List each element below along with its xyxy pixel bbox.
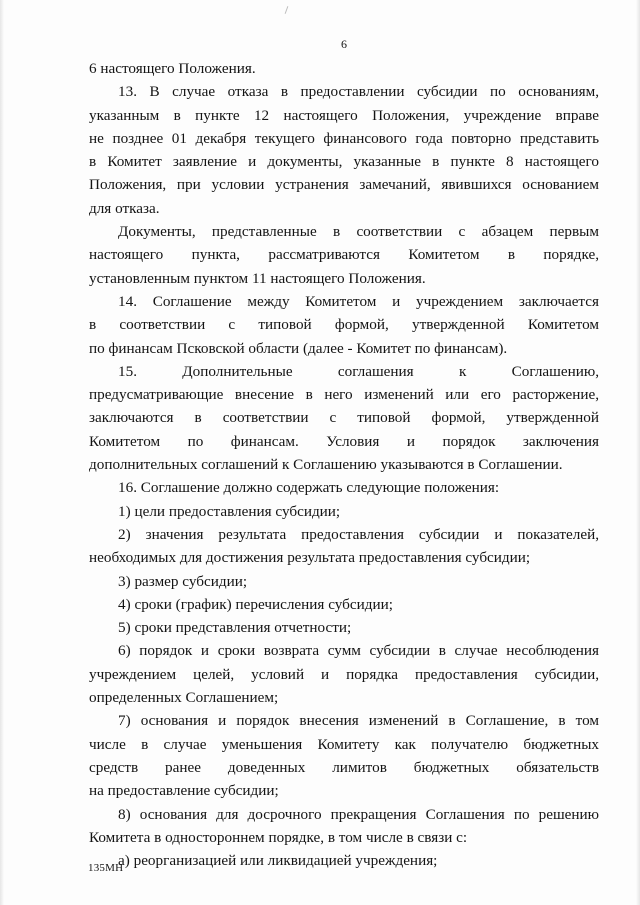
text-line: 6 настоящего Положения. (89, 60, 256, 77)
text-line: 16. Соглашение должно содержать следующие положения: (118, 479, 500, 497)
document-body (89, 57, 599, 872)
text-line: а) реорганизацией или ликвидацией учреждения; (118, 852, 438, 870)
text-line: Комитетом по финансам. Условия и порядок заключения (89, 432, 599, 450)
text-line: 15. Дополнительные соглашения к Соглашению, (118, 362, 599, 380)
text-line: дополнительных соглашений к Соглашению указываются в Соглашении. (89, 456, 563, 474)
scan-artifact (285, 6, 289, 14)
text-line: установленным пунктом 11 настоящего Положения. (89, 269, 426, 287)
text-line: числе в случае уменьшения Комитету как получателю бюджетных (89, 735, 599, 753)
text-line: указанным в пункте 12 настоящего Положения, учреждение вправе (89, 106, 599, 124)
text-line: 7) основания и порядок внесения изменений в Соглашение, в том (118, 712, 599, 730)
text-line: заключаются в соответствии с типовой формой, утвержденной (89, 409, 599, 427)
text-line: настоящего пункта, рассматриваются Комитетом в порядке, (89, 246, 599, 264)
text-line: 14. Соглашение между Комитетом и учреждением заключается (118, 292, 599, 310)
text-line: 13. В случае отказа в предоставлении субсидии по основаниям, (118, 83, 599, 101)
scan-edge-right (636, 0, 640, 905)
page-number: 6 (341, 37, 347, 51)
text-line: 3) размер субсидии; (118, 572, 248, 590)
text-line: не позднее 01 декабря текущего финансового года повторно представить (89, 129, 599, 147)
text-line: предусматривающие внесение в него изменений или его расторжение, (89, 386, 599, 404)
text-line: 5) сроки представления отчетности; (118, 619, 352, 637)
text-line: средств ранее доведенных лимитов бюджетных обязательств (89, 758, 599, 776)
text-line: Комитета в одностороннем порядке, в том числе в связи с: (89, 828, 468, 846)
text-line: 8) основания для досрочного прекращения Соглашения по решению (118, 805, 599, 823)
text-line: по финансам Псковской области (далее - Комитет по финансам). (89, 339, 508, 357)
document-footer-code: 135МН (88, 862, 124, 874)
text-line: определенных Соглашением; (89, 689, 279, 707)
text-line: необходимых для достижения результата предоставления субсидии; (89, 549, 531, 567)
text-line: учреждением целей, условий и порядка предоставления субсидии, (89, 665, 599, 683)
text-line: на предоставление субсидии; (89, 782, 279, 800)
text-line: 6) порядок и сроки возврата сумм субсидии в случае несоблюдения (118, 642, 599, 660)
text-line: для отказа. (89, 199, 160, 217)
scan-edge-left (0, 0, 4, 905)
text-line: Положения, при условии устранения замечаний, явившихся основанием (89, 176, 599, 194)
text-line: в Комитет заявление и документы, указанные в пункте 8 настоящего (89, 153, 599, 171)
text-line: Документы, представленные в соответствии с абзацем первым (118, 223, 599, 241)
text-line: 4) сроки (график) перечисления субсидии; (118, 595, 393, 613)
text-line: 2) значения результата предоставления субсидии и показателей, (118, 525, 599, 543)
text-line: в соответствии с типовой формой, утвержденной Комитетом (89, 316, 599, 334)
text-line: 1) цели предоставления субсидии; (118, 502, 341, 520)
